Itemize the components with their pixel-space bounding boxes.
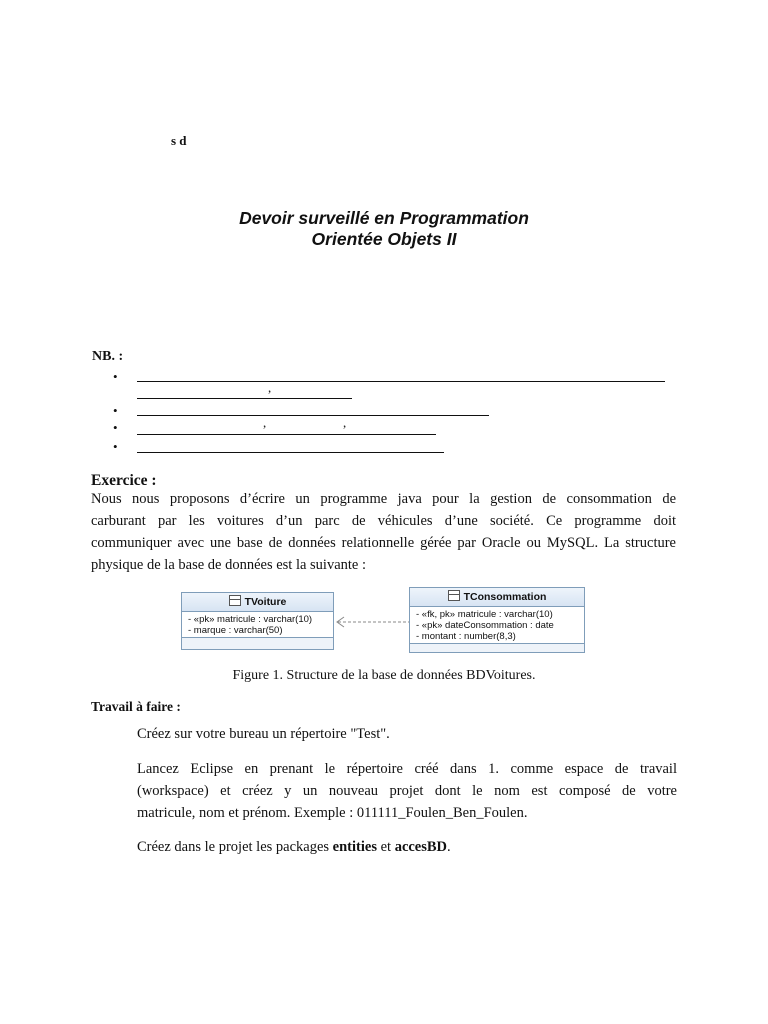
table-icon <box>448 590 460 601</box>
field-row: - «pk» matricule : varchar(10) <box>188 614 313 625</box>
step-3-suffix: . <box>447 839 451 855</box>
redacted-line <box>137 398 352 399</box>
step-text: (workspace) et créez y un nouveau projet dont le nom est composé de votre <box>137 783 677 799</box>
title-line-1: Devoir surveillé en Programmation <box>239 208 529 228</box>
table-tvoiture-name: TVoiture <box>244 596 287 608</box>
bullet-4: • <box>113 439 118 454</box>
document-title <box>0 208 768 250</box>
redacted-line <box>137 415 489 416</box>
exercise-heading: Exercice : <box>91 472 157 489</box>
comma-mark: , <box>263 415 267 430</box>
field-row: - «pk» dateConsommation : date <box>416 620 554 631</box>
nb-label: NB. : <box>92 349 124 364</box>
paragraph-line: physique de la base de données est la suivante : <box>91 557 367 573</box>
figure-caption: Figure 1. Structure de la base de données BDVoitures. <box>232 668 536 683</box>
table-tconsommation-footer <box>410 643 584 652</box>
package-accesbd: accesBD <box>394 839 448 855</box>
field-row: - marque : varchar(50) <box>188 625 283 636</box>
step-text: Créez sur votre bureau un répertoire "Test". <box>137 726 390 742</box>
table-tvoiture-footer <box>182 637 333 649</box>
table-tconsommation <box>409 587 585 653</box>
field-row: - montant : number(8,3) <box>416 631 516 642</box>
bullet-3: • <box>113 420 118 435</box>
exercise-paragraph <box>91 488 676 576</box>
title-line-2: Orientée Objets II <box>311 229 457 249</box>
step-text: matricule, nom et prénom. Exemple : 011111_Foulen_Ben_Foulen. <box>137 805 528 821</box>
field-row: - «fk, pk» matricule : varchar(10) <box>416 609 553 620</box>
table-tvoiture-header <box>182 593 333 612</box>
table-tconsommation-name: TConsommation <box>463 591 547 603</box>
step-2 <box>137 758 677 824</box>
header-mark: s d <box>171 133 187 148</box>
table-tconsommation-fields <box>410 607 584 643</box>
table-tvoiture <box>181 592 334 650</box>
travail-heading: Travail à faire : <box>91 699 181 714</box>
step-3-prefix: Créez dans le projet les packages <box>137 839 333 855</box>
step-text <box>137 836 677 858</box>
bullet-2: • <box>113 403 118 418</box>
step-3-mid: et <box>376 839 395 855</box>
comma-mark: , <box>343 415 347 430</box>
redacted-line <box>137 434 436 435</box>
table-tconsommation-header <box>410 588 584 607</box>
bullet-1: • <box>113 369 118 384</box>
table-tvoiture-fields <box>182 612 333 637</box>
fk-relation-arrow <box>332 612 412 632</box>
table-icon <box>229 595 241 606</box>
step-3 <box>137 836 677 858</box>
redacted-line <box>137 381 665 382</box>
comma-mark: , <box>268 380 272 395</box>
paragraph-line: Nous nous proposons d’écrire un programme java pour la gestion de consommation de <box>91 491 676 507</box>
step-text: Lancez Eclipse en prenant le répertoire créé dans 1. comme espace de travail <box>137 761 677 777</box>
paragraph-line: communiquer avec une base de données relationnelle gérée par Oracle ou MySQL. La structure <box>91 535 676 551</box>
package-entities: entities <box>332 839 377 855</box>
paragraph-line: carburant par les voitures d’un parc de véhicules d’une société. Ce programme doit <box>91 513 676 529</box>
step-1 <box>137 723 677 745</box>
redacted-line <box>137 452 444 453</box>
